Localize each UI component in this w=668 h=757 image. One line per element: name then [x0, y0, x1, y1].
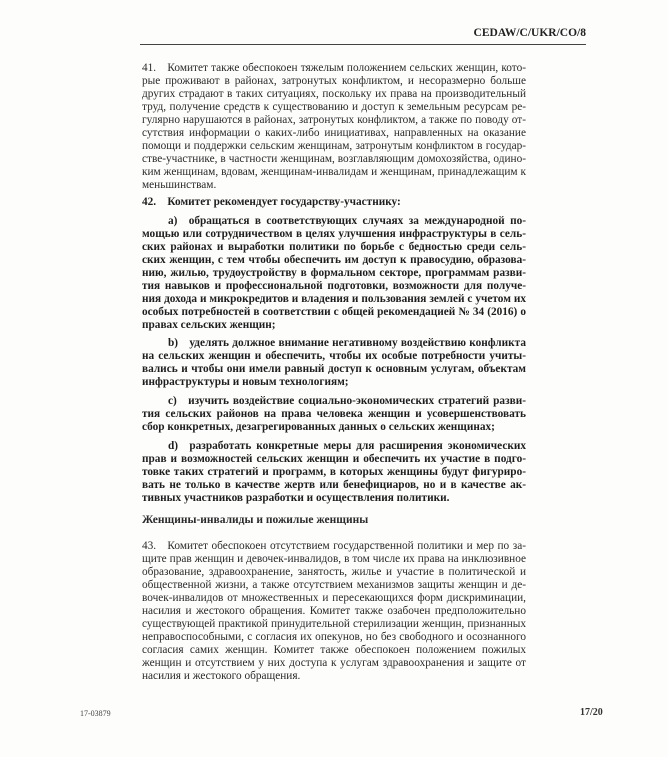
- paragraph-line: рые проживают в районах, затронутых конфликтом, и несоразмерно больше: [142, 75, 526, 87]
- paragraph-line: тивных участников разработки и осуществления политики.: [142, 492, 450, 504]
- paragraph-line: мощью или сотрудничеством в целях улучшения инфраструктуры в сель-: [142, 228, 526, 240]
- subparagraph-b: [142, 337, 526, 389]
- paragraph-line: на сельских женщин и обеспечить, чтобы их особые потребности учиты-: [142, 350, 526, 362]
- paragraph-line: неправоспособными, с согласия их опекунов, но без свободного и осознанного: [142, 631, 526, 643]
- paragraph-line: меньшинствам.: [142, 179, 217, 191]
- paragraph-line: особых потребностей в соответствии с общей рекомендацией № 34 (2016) о: [142, 306, 526, 318]
- paragraph-line: 41. Комитет также обеспокоен тяжелым положением сельских женщин, кото-: [142, 62, 526, 74]
- paragraph-line: прав и возможностей сельских женщин и обеспечить их участие в подго-: [142, 453, 526, 465]
- paragraph-line: гулярно нарушаются в районах, затронутых конфликтом, а также по поводу от-: [142, 114, 526, 126]
- paragraph-line: b) уделять должное внимание негативному воздействию конфликта: [168, 337, 526, 349]
- paragraph-line: существующей практикой принудительной стерилизации женщин, признанных: [142, 618, 526, 630]
- paragraph-line: других страдают в таких ситуациях, поскольку их права на производительный: [142, 88, 526, 100]
- paragraph-line: тия сельских районов на права человека женщин и усовершенствовать: [142, 408, 526, 420]
- subparagraph-d: [142, 440, 526, 505]
- page-number: 17/20: [580, 707, 603, 718]
- paragraph-line: нию, жилью, трудоустройству в формальном секторе, программам разви-: [142, 267, 526, 279]
- paragraph-line: щите прав женщин и девочек-инвалидов, в том числе их права на инклюзивное: [142, 553, 526, 565]
- paragraph-line: сбор конкретных, дезагрегированных данных о сельских женщинах;: [142, 421, 495, 433]
- paragraph-line: женщин и отсутствием у них доступа к услугам здравоохранения и защите от: [142, 657, 526, 669]
- paragraph-line: тия навыков и профессиональной подготовки, возможности для получе-: [142, 280, 526, 292]
- header-rule: [140, 44, 586, 45]
- paragraph-line: c) изучить воздействие социально-экономических стратегий разви-: [168, 395, 526, 407]
- paragraph-line: помощи и поддержки сельским женщинам, затронутым конфликтом в государ-: [142, 140, 526, 152]
- paragraph-41: [142, 62, 526, 192]
- job-number: 17-03879: [80, 709, 111, 718]
- paragraph-line: насилия и жестокого обращения. Комитет также озабочен предположительно: [142, 605, 526, 617]
- paragraph-line: образование, здравоохранение, занятость, жилье и участие в политической и: [142, 566, 526, 578]
- subparagraph-c: [142, 395, 526, 434]
- paragraph-line: стве-участнике, в частности женщинам, возглавляющим домохозяйства, одино-: [142, 153, 526, 165]
- paragraph-43: [142, 540, 526, 683]
- paragraph-line: общественной жизни, а также отсутствием механизмов защиты женщин и де-: [142, 579, 526, 591]
- paragraph-line: ских районах и выработки политики по борьбе с бедностью среди сель-: [142, 241, 526, 253]
- paragraph-line: инфраструктуры и новым технологиям;: [142, 376, 349, 388]
- paragraph-line: 43. Комитет обеспокоен отсутствием государственной политики и мер по за-: [142, 540, 526, 552]
- document-symbol: CEDAW/C/UKR/CO/8: [473, 27, 586, 39]
- paragraph-line: вать не только в качестве жертв или бенефициаров, но и в качестве ак-: [142, 479, 526, 491]
- paragraph-line: труд, получение средств к существованию и доступ к земельным ресурсам ре-: [142, 101, 526, 113]
- paragraph-line: d) разработать конкретные меры для расширения экономических: [168, 440, 526, 452]
- paragraph-line: ских женщин, с тем чтобы обеспечить им доступ к правосудию, образова-: [142, 254, 526, 266]
- paragraph-line: вались и чтобы они имели равный доступ к основным услугам, объектам: [142, 363, 526, 375]
- paragraph-line: согласия самих женщин. Комитет также обеспокоен положением пожилых: [142, 644, 526, 656]
- paragraph-line: правах сельских женщин;: [142, 319, 276, 331]
- paragraph-line: ким женщинам, вдовам, женщинам-инвалидам и женщинам, принадлежащим к: [142, 166, 526, 178]
- subparagraph-a: [142, 215, 526, 332]
- paragraph-line: товке таких стратегий и программ, в которых женщины будут фигуриро-: [142, 466, 526, 478]
- paragraph-42-intro: [142, 196, 526, 209]
- paragraph-line: сутствия информации о каких-либо инициативах, направленных на оказание: [142, 127, 526, 139]
- paragraph-line: 42. Комитет рекомендует государству-участнику:: [142, 196, 401, 208]
- paragraph-line: насилия и жестокого обращения.: [142, 670, 301, 682]
- paragraph-line: ния дохода и микрокредитов и владения и пользования землей с учетом их: [142, 293, 526, 305]
- paragraph-line: a) обращаться в соответствующих случаях за международной по-: [168, 215, 526, 227]
- paragraph-line: вочек-инвалидов от множественных и пересекающихся форм дискриминации,: [142, 592, 526, 604]
- section-heading: Женщины-инвалиды и пожилые женщины: [142, 514, 369, 526]
